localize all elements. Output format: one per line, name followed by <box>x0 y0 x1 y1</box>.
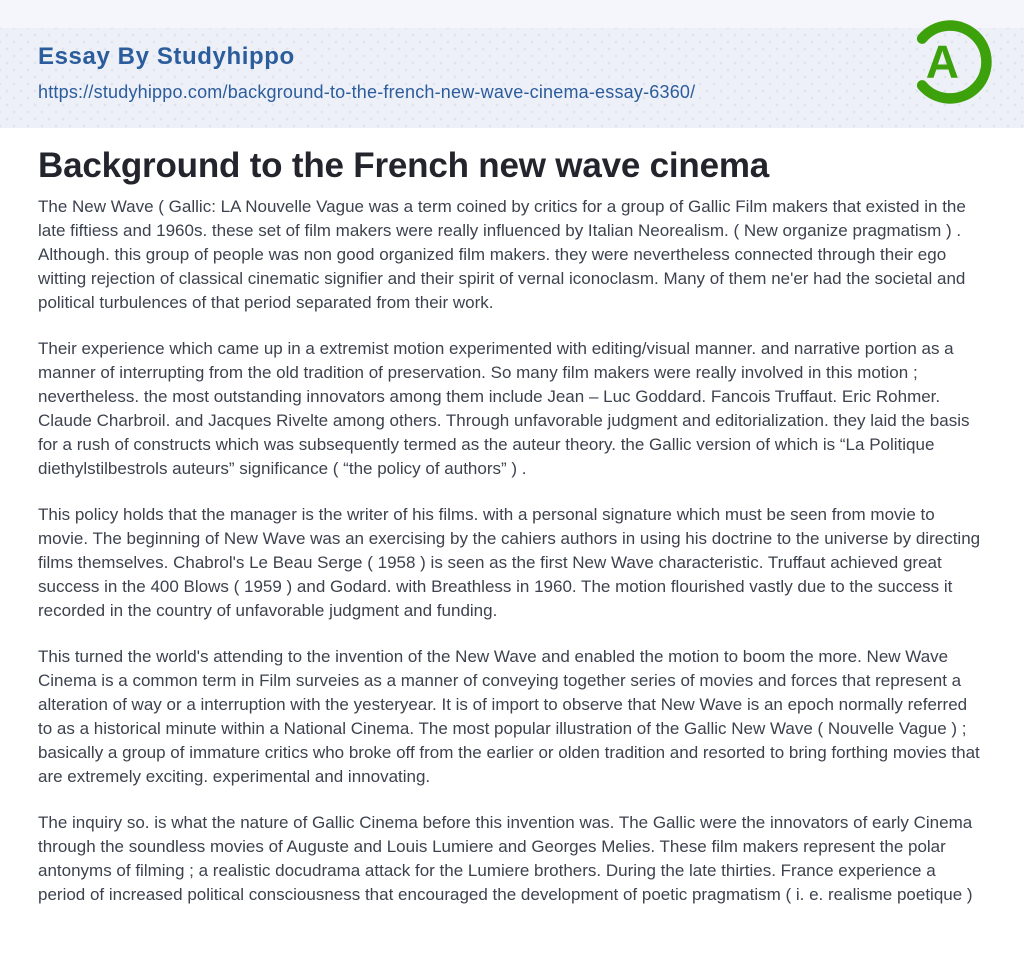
paragraph-2: Their experience which came up in a extremist motion experimented with editing/visual manner. and narrative portion as a manner of interrupting from the old tradition of preservation. So many film makers were really involved in this motion ; nevertheless. the most outstanding innovators among them include Jean – Luc Goddard. Fancois Truffaut. Eric Rohmer. Claude Charbroil. and Jacques Rivelte among others. Through unfavorable judgment and editorialization. they laid the basis for a rush of constructs which was subsequently termed as the auteur theory. the Gallic version of which is “La Politique diethylstilbestrols auteurs” significance ( “the policy of authors” ) . <box>38 339 970 479</box>
logo-letter: A <box>925 35 959 88</box>
top-strip <box>0 0 1024 28</box>
paragraph-3: This policy holds that the manager is the writer of his films. with a personal signature which must be seen from movie to movie. The beginning of New Wave was an exercising by the cahiers authors in using his doctrine to the universe by directing films themselves. Chabrol's Le Beau Serge ( 1958 ) is seen as the first New Wave characteristic. Truffaut achieved great success in the 400 Blows ( 1959 ) and Godard. with Breathless in 1960. The motion flourished vastly due to the success it recorded in the country of unfavorable judgment and funding. <box>38 505 981 621</box>
studyhippo-logo <box>904 16 996 108</box>
site-byline: Essay By Studyhippo <box>38 43 295 70</box>
paragraph-5: The inquiry so. is what the nature of Gallic Cinema before this invention was. The Gallic were the innovators of early Cinema through the soundless movies of Auguste and Louis Lumiere and Georges Melies. These film makers represent the polar antonyms of filming ; a realistic docudrama attack for the Lumiere brothers. During the late thirties. France experience a period of increased political consciousness that encouraged the development of poetic pragmatism ( i. e. realisme poetique ) <box>38 813 973 905</box>
source-url-link[interactable]: https://studyhippo.com/background-to-the-french-new-wave-cinema-essay-6360/ <box>38 82 696 102</box>
site-header <box>0 28 1024 128</box>
page-title: Background to the French new wave cinema <box>38 146 770 185</box>
paragraph-1: The New Wave ( Gallic: LA Nouvelle Vague was a term coined by critics for a group of Gallic Film makers that existed in the late fiftiess and 1960s. these set of film makers were really influenced by Italian Neorealism. ( New organize pragmatism ) . Although. this group of people was non good organized film makers. they were nevertheless connected through their ego witting rejection of classical cinematic signifier and their spirit of vernal iconoclasm. Many of them ne'er had the societal and political turbulences of that period separated from their work. <box>38 197 966 313</box>
article <box>0 146 1024 907</box>
logo-circle-a-icon <box>904 16 996 108</box>
paragraph-4: This turned the world's attending to the invention of the New Wave and enabled the motion to boom the more. New Wave Cinema is a common term in Film surveies as a manner of conveying together series of movies and forces that represent a alteration of way or a interruption with the yesteryear. It is of import to observe that New Wave is an epoch normally referred to as a historical minute within a National Cinema. The most popular illustration of the Gallic New Wave ( Nouvelle Vague ) ; basically a group of immature critics who broke off from the earlier or olden tradition and resorted to bring forthing movies that are extremely exciting. experimental and innovating. <box>38 647 980 787</box>
